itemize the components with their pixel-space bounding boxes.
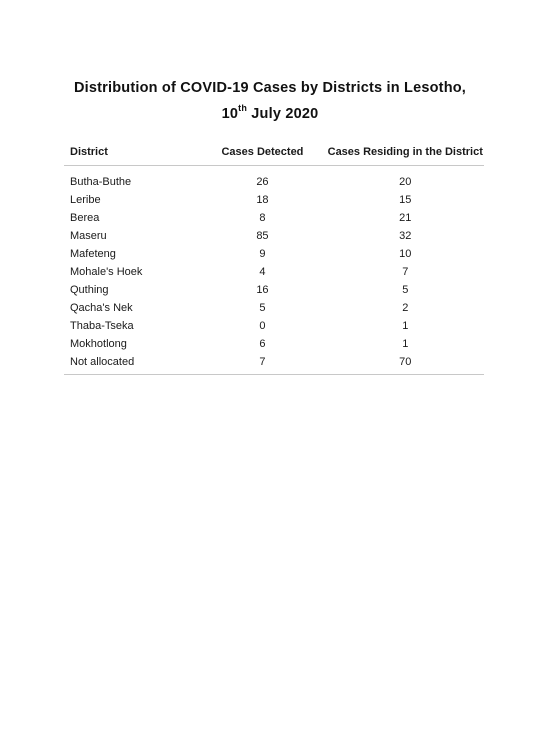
- cell-cases-residing: 20: [399, 176, 412, 188]
- cell-cases-detected: 26: [256, 176, 269, 188]
- date-day: 10: [221, 106, 239, 122]
- cell-cases-residing: 10: [399, 248, 412, 260]
- cell-cases-residing: 1: [402, 320, 409, 332]
- table-row: [64, 245, 484, 263]
- cell-cases-detected: 85: [256, 230, 269, 242]
- cell-district: Berea: [70, 212, 100, 224]
- cell-cases-detected: 16: [256, 284, 269, 296]
- cell-district: Qacha's Nek: [70, 302, 133, 314]
- table-row: [64, 281, 484, 299]
- cell-cases-residing: 1: [402, 338, 409, 350]
- cell-district: Thaba-Tseka: [70, 320, 134, 332]
- cell-cases-detected: 0: [259, 320, 266, 332]
- document-date: [0, 103, 540, 122]
- header-cases-detected: Cases Detected: [198, 142, 326, 166]
- table-row: [64, 335, 484, 353]
- cell-district: Butha-Buthe: [70, 176, 132, 188]
- cell-cases-detected: 7: [198, 353, 326, 375]
- cell-district: Mafeteng: [70, 248, 116, 260]
- date-day-suffix: th: [238, 103, 248, 113]
- header-cases-residing: Cases Residing in the District: [327, 142, 484, 166]
- cell-cases-detected: 4: [259, 266, 266, 278]
- table-row: [64, 299, 484, 317]
- table-row: [64, 227, 484, 245]
- table-row: [64, 317, 484, 335]
- cell-cases-residing: 15: [399, 194, 412, 206]
- cell-cases-residing: 5: [402, 284, 409, 296]
- cell-district: Mohale's Hoek: [70, 266, 143, 278]
- cell-cases-residing: 7: [402, 266, 409, 278]
- cell-cases-detected: 18: [256, 194, 269, 206]
- cell-cases-detected: 9: [259, 248, 266, 260]
- cell-district: Leribe: [70, 194, 101, 206]
- cases-table: [64, 142, 484, 375]
- cell-district: Not allocated: [64, 353, 198, 375]
- date-rest: July 2020: [247, 106, 319, 122]
- table-row: [64, 353, 484, 375]
- cell-district: Maseru: [70, 230, 107, 242]
- cell-cases-residing: 21: [399, 212, 412, 224]
- table-row: [64, 166, 484, 192]
- table-header-row: [64, 142, 484, 166]
- cell-cases-detected: 8: [259, 212, 266, 224]
- header-district: District: [64, 142, 198, 166]
- table-row: [64, 191, 484, 209]
- document-title: Distribution of COVID-19 Cases by Districts in Lesotho,: [73, 80, 467, 96]
- cell-cases-detected: 5: [259, 302, 266, 314]
- cell-cases-residing: 32: [399, 230, 412, 242]
- cell-district: Mokhotlong: [70, 338, 127, 350]
- cell-cases-detected: 6: [259, 338, 266, 350]
- table-row: [64, 209, 484, 227]
- table-row: [64, 263, 484, 281]
- cell-cases-residing: 2: [402, 302, 409, 314]
- cell-district: Quthing: [70, 284, 109, 296]
- cell-cases-residing: 70: [327, 353, 484, 375]
